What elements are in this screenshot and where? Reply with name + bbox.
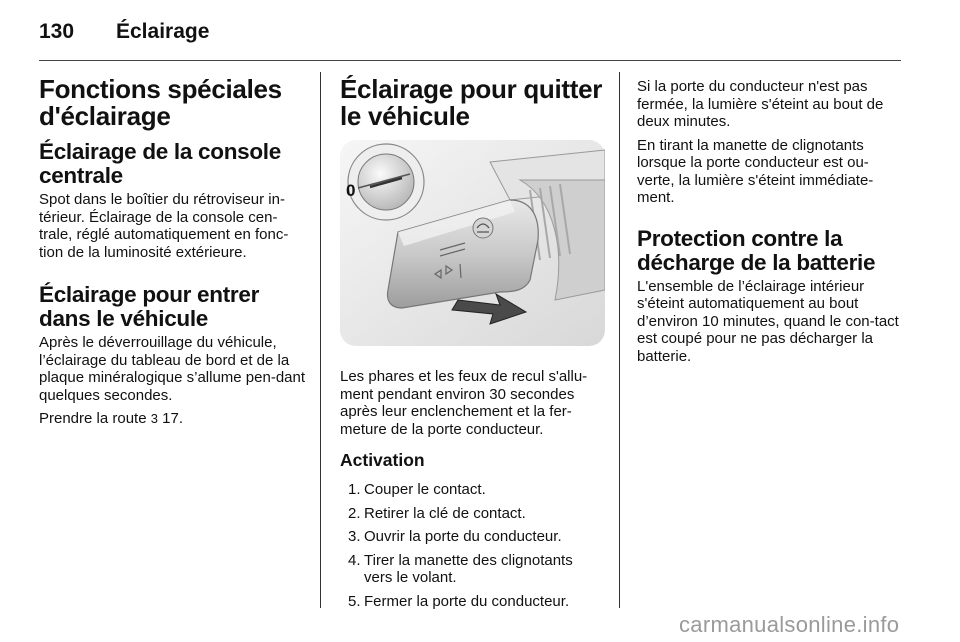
- page-reference-icon: 3: [150, 411, 158, 426]
- chapter-title: Éclairage: [116, 20, 210, 43]
- step-text: Ouvrir la porte du conducteur.: [364, 528, 562, 545]
- heading-battery-protection: Protection contre la décharge de la batterie: [637, 225, 876, 275]
- paragraph-exit-lighting: Les phares et les feux de recul s'allu-ment pendant environ 30 secondes après leur enclenchement et la fer-meture de la porte conducteur.: [340, 368, 588, 438]
- section-title-exit-lighting: Éclairage pour quitter le véhicule: [340, 74, 603, 131]
- column-right: [637, 72, 903, 371]
- step-text: Tirer la manette des clignotants vers le volant.: [364, 551, 573, 586]
- column-middle: [340, 72, 605, 616]
- column-left: [39, 72, 305, 434]
- paragraph-door-open: Si la porte du conducteur n'est pas fermée, la lumière s'éteint au bout de deux minutes.: [637, 78, 884, 130]
- watermark: carmanualsonline.info: [679, 612, 900, 637]
- step-text: Couper le contact.: [364, 481, 486, 498]
- step-number: 3.: [348, 528, 361, 545]
- list-item: [340, 505, 605, 523]
- list-item: [340, 593, 605, 611]
- activation-steps: [340, 481, 605, 610]
- paragraph-console-lighting: Spot dans le boîtier du rétroviseur in-térieur. Éclairage de la console cen-trale, réglé automatiquement en fonc-tion de la luminosité extérieure.: [39, 191, 289, 261]
- list-item: [340, 528, 605, 546]
- heading-console-lighting: Éclairage de la console centrale: [39, 139, 281, 188]
- step-text: Fermer la porte du conducteur.: [364, 592, 570, 610]
- section-title-special-lighting: Fonctions spéciales d'éclairage: [39, 74, 282, 131]
- step-number: 4.: [348, 551, 361, 569]
- list-item: [340, 552, 605, 587]
- heading-activation: Activation: [340, 450, 425, 470]
- cross-reference-text: Prendre la route: [39, 410, 147, 427]
- header-divider: [39, 60, 901, 61]
- column-divider-2: [619, 72, 620, 608]
- paragraph-lever-pull: En tirant la manette de clignotants lorsque la porte conducteur est ou-verte, la lumière s'éteint immédiate-ment.: [637, 136, 874, 206]
- cross-reference-page-link[interactable]: 17.: [162, 410, 184, 427]
- lever-drawing: [340, 140, 605, 346]
- list-item: [340, 481, 605, 499]
- column-divider-1: [320, 72, 321, 608]
- page-number: 130: [39, 20, 75, 43]
- turn-signal-lever-illustration: [340, 140, 605, 346]
- paragraph-entry-lighting: Après le déverrouillage du véhicule, l’éclairage du tableau de bord et de la plaque minéralogique s’allume pen-dant quelques secondes.: [39, 334, 306, 404]
- page-header: [39, 14, 901, 50]
- step-number: 2.: [348, 504, 361, 522]
- ignition-position-label: 0: [346, 181, 356, 200]
- heading-entry-lighting: Éclairage pour entrer dans le véhicule: [39, 282, 260, 331]
- step-number: 1.: [348, 481, 361, 498]
- cross-reference: [39, 410, 305, 428]
- step-number: 5.: [348, 592, 361, 610]
- step-text: Retirer la clé de contact.: [364, 504, 526, 522]
- paragraph-battery-protection: L'ensemble de l’éclairage intérieur s'éteint automatiquement au bout d’environ 10 minutes, quand le con-tact est coupé pour ne pas décharger la batterie.: [637, 277, 899, 365]
